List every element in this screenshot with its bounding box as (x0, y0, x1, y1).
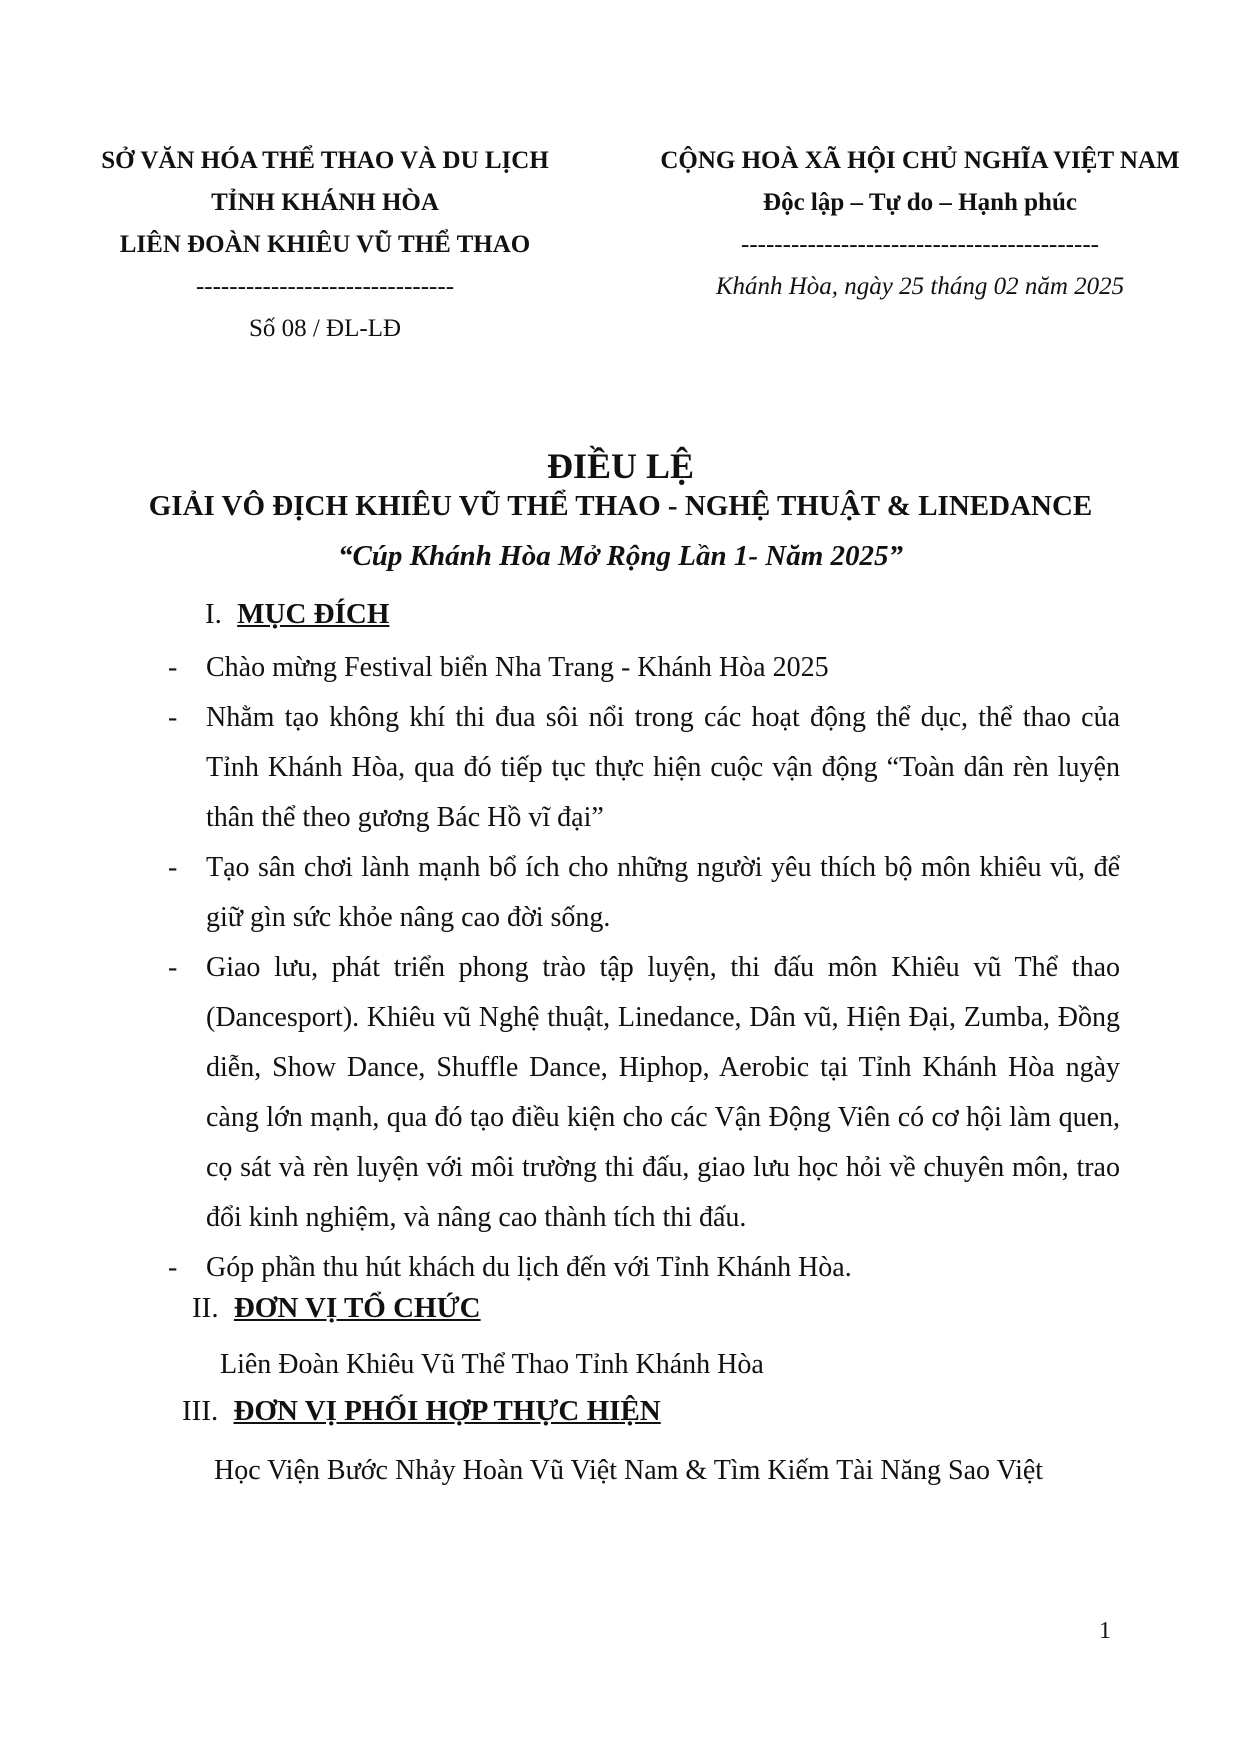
section-3-label: ĐƠN VỊ PHỐI HỢP THỰC HIỆN (233, 1395, 661, 1427)
page-number: 1 (1099, 1618, 1111, 1644)
section-1-heading (205, 598, 389, 631)
list-item: - Tạo sân chơi lành mạnh bổ ích cho những người yêu thích bộ môn khiêu vũ, để giữ gìn sức khỏe nâng cao đời sống. (168, 852, 1120, 933)
header-right (640, 140, 1200, 308)
national-motto: Độc lập – Tự do – Hạnh phúc (763, 189, 1077, 216)
document-title: ĐIỀU LỆ (546, 446, 695, 486)
document-number: Số 08 / ĐL-LĐ (248, 315, 402, 342)
purpose-list (160, 643, 1120, 1293)
cup-title: “Cúp Khánh Hòa Mở Rộng Lần 1- Năm 2025” (337, 540, 904, 572)
issuer-line-2: TỈNH KHÁNH HÒA (211, 189, 439, 216)
section-3-heading (182, 1395, 661, 1428)
organizer-text: Liên Đoàn Khiêu Vũ Thể Thao Tỉnh Khánh Hòa (220, 1349, 764, 1380)
section-1-number: I. (205, 598, 222, 630)
list-item: - Góp phần thu hút khách du lịch đến với Tỉnh Khánh Hòa. (168, 1252, 852, 1283)
header-left-divider: ------------------------------- (195, 273, 455, 300)
section-2-number: II. (192, 1292, 219, 1324)
issuer-line-1: SỞ VĂN HÓA THỂ THAO VÀ DU LỊCH (101, 147, 549, 174)
national-title: CỘNG HOÀ XÃ HỘI CHỦ NGHĨA VIỆT NAM (660, 147, 1180, 174)
list-item: - Chào mừng Festival biển Nha Trang - Khánh Hòa 2025 (168, 652, 829, 683)
section-3-number: III. (182, 1395, 219, 1427)
section-1-label: MỤC ĐÍCH (237, 598, 390, 630)
document-date: Khánh Hòa, ngày 25 tháng 02 năm 2025 (715, 273, 1125, 300)
list-item: - Giao lưu, phát triển phong trào tập luyện, thi đấu môn Khiêu vũ Thể thao (Dancesport). Khiêu vũ Nghệ thuật, Linedance, Dân vũ, Hiện Đại, Zumba, Đồng diễn, Show Dance, Shuffle Dance, Hiphop, Aerobic tại Tỉnh Khánh Hòa ngày càng lớn mạnh, qua đó tạo điều kiện cho các Vận Động Viên có cơ hội làm quen, cọ sát và rèn luyện với môi trường thi đấu, giao lưu học hỏi về chuyên môn, trao đổi kinh nghiệm, và nâng cao thành tích thi đấu. (168, 952, 1120, 1233)
list-item: - Nhằm tạo không khí thi đua sôi nổi trong các hoạt động thể dục, thể thao của Tỉnh Khánh Hòa, qua đó tiếp tục thực hiện cuộc vận động “Toàn dân rèn luyện thân thể theo gương Bác Hồ vĩ đại” (168, 702, 1120, 833)
section-2-heading (192, 1292, 481, 1325)
section-2-label: ĐƠN VỊ TỔ CHỨC (233, 1292, 481, 1324)
issuer-line-3: LIÊN ĐOÀN KHIÊU VŨ THỂ THAO (119, 231, 531, 258)
header-right-divider: ------------------------------------------- (741, 231, 1099, 258)
header-left (60, 140, 590, 350)
document-subtitle: GIẢI VÔ ĐỊCH KHIÊU VŨ THỂ THAO - NGHỆ THUẬT & LINEDANCE (148, 490, 1093, 522)
coordinator-text: Học Viện Bước Nhảy Hoàn Vũ Việt Nam & Tìm Kiếm Tài Năng Sao Việt (214, 1455, 1044, 1486)
